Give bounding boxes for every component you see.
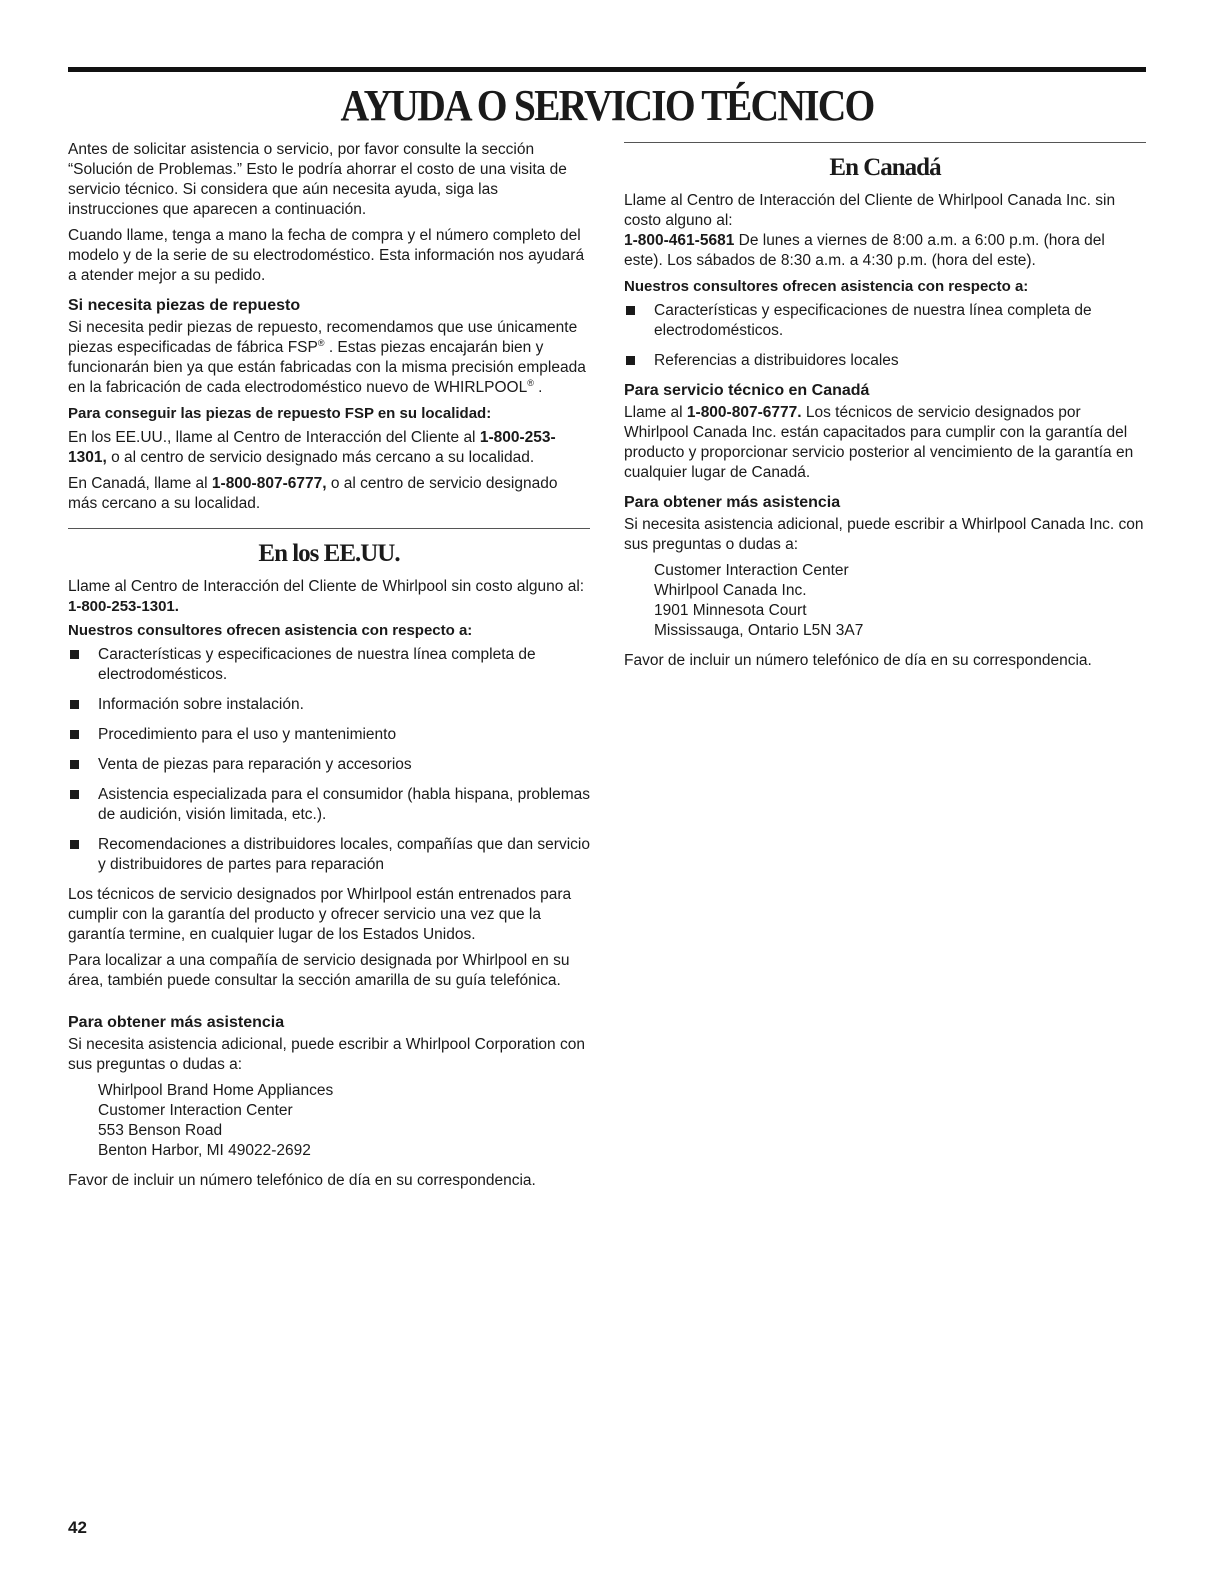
canada-more-help-heading: Para obtener más asistencia xyxy=(624,494,841,511)
usa-locate-paragraph: Para localizar a una compañía de servicio designada por Whirlpool en su área, también puede consultar la sección amarilla de su guía telefónica. xyxy=(68,952,570,989)
canada-parts-paragraph: En Canadá, llame al 1-800-807-6777, o al centro de servicio designado más cercano a su localidad. xyxy=(68,475,558,512)
intro-paragraph-2: Cuando llame, tenga a mano la fecha de compra y el número completo del modelo y de la serie de su electrodoméstico. Esta información nos ayudará a atender mejor a su pedido. xyxy=(68,227,585,284)
list-item: Recomendaciones a distribuidores locales, compañías que dan servicio y distribuidores de partes para reparación xyxy=(68,835,590,875)
bullet-square-icon xyxy=(70,650,79,659)
usa-consultants-heading: Nuestros consultores ofrecen asistencia con respecto a: xyxy=(68,622,473,639)
mailing-address: Whirlpool Brand Home Appliances Customer Interaction Center 553 Benson Road Benton Harbor, MI 49022-2692 xyxy=(98,1082,334,1159)
parts-heading: Si necesita piezas de repuesto xyxy=(68,297,301,314)
bullet-square-icon xyxy=(70,760,79,769)
usa-parts-paragraph: En los EE.UU., llame al Centro de Interacción del Cliente al 1-800-253-1301, o al centro de servicio designado más cercano a su localidad. xyxy=(68,429,556,466)
more-help-heading: Para obtener más asistencia xyxy=(68,1014,285,1031)
include-phone-note: Favor de incluir un número telefónico de día en su correspondencia. xyxy=(68,1172,536,1189)
canada-service-phone: 1-800-807-6777. xyxy=(686,404,802,421)
usa-phone: 1-800-253-1301. xyxy=(68,598,179,615)
canada-service-heading: Para servicio técnico en Canadá xyxy=(624,382,870,399)
bullet-square-icon xyxy=(626,356,635,365)
list-item: Procedimiento para el uso y mantenimiento xyxy=(68,725,590,745)
list-item: Venta de piezas para reparación y accesorios xyxy=(68,755,590,775)
usa-section-title: En los EE.UU. xyxy=(258,540,400,567)
canada-include-phone-note: Favor de incluir un número telefónico de día en su correspondencia. xyxy=(624,652,1092,669)
list-item: Características y especificaciones de nuestra línea completa de electrodomésticos. xyxy=(68,645,590,685)
canada-section-title: En Canadá xyxy=(829,154,941,181)
parts-paragraph: Si necesita pedir piezas de repuesto, recomendamos que use únicamente piezas especificadas de fábrica FSP® . Estas piezas encajarán bien y funcionarán bien ya que están fabricadas con la misma precisión empleada en la fabricación de cada electrodoméstico nuevo de WHIRLPOOL® . xyxy=(68,319,586,396)
bullet-square-icon xyxy=(70,840,79,849)
fsp-heading: Para conseguir las piezas de repuesto FSP en su localidad: xyxy=(68,405,492,422)
canada-bullet-list xyxy=(624,301,1146,371)
usa-bullet-list xyxy=(68,645,590,875)
canada-parts-phone: 1-800-807-6777, xyxy=(211,475,327,492)
bullet-square-icon xyxy=(70,790,79,799)
top-rule xyxy=(68,67,1146,72)
list-item: Información sobre instalación. xyxy=(68,695,590,715)
usa-call-text: Llame al Centro de Interacción del Cliente de Whirlpool sin costo alguno al: xyxy=(68,578,585,595)
canada-more-help-text: Si necesita asistencia adicional, puede escribir a Whirlpool Canada Inc. con sus preguntas o dudas a: xyxy=(624,516,1144,553)
section-divider xyxy=(68,528,590,529)
list-item: Asistencia especializada para el consumidor (habla hispana, problemas de audición, visión limitada, etc.). xyxy=(68,785,590,825)
canada-hours: 1-800-461-5681 De lunes a viernes de 8:00 a.m. a 6:00 p.m. (hora del este). Los sábados de 8:30 a.m. a 4:30 p.m. (hora del este). xyxy=(624,232,1105,269)
list-item: Características y especificaciones de nuestra línea completa de electrodomésticos. xyxy=(624,301,1146,341)
canada-consultants-heading: Nuestros consultores ofrecen asistencia con respecto a: xyxy=(624,278,1029,295)
canada-phone: 1-800-461-5681 xyxy=(624,232,735,249)
bullet-square-icon xyxy=(626,306,635,315)
usa-techs-paragraph: Los técnicos de servicio designados por Whirlpool están entrenados para cumplir con la garantía del producto y ofrecer servicio una vez que la garantía termine, en cualquier lugar de los Estados Unidos. xyxy=(68,886,572,943)
canada-call-text: Llame al Centro de Interacción del Cliente de Whirlpool Canada Inc. sin costo alguno al: xyxy=(624,192,1116,229)
usa-parts-phone: 1-800-253-1301, xyxy=(68,429,556,466)
canada-mailing-address: Customer Interaction Center Whirlpool Canada Inc. 1901 Minnesota Court Mississauga, Ontario L5N 3A7 xyxy=(654,562,864,639)
page-number: 42 xyxy=(68,1518,87,1537)
list-item: Referencias a distribuidores locales xyxy=(624,351,1146,371)
bullet-square-icon xyxy=(70,700,79,709)
left-column xyxy=(68,140,590,1197)
bullet-square-icon xyxy=(70,730,79,739)
right-column xyxy=(624,140,1146,677)
more-help-text: Si necesita asistencia adicional, puede escribir a Whirlpool Corporation con sus preguntas o dudas a: xyxy=(68,1036,585,1073)
page-title: AYUDA O SERVICIO TÉCNICO xyxy=(340,81,874,130)
section-divider xyxy=(624,142,1146,143)
canada-service-paragraph: Llame al 1-800-807-6777. Los técnicos de servicio designados por Whirlpool Canada Inc. están capacitados para cumplir con la garantía del producto y proporcionar servicio posterior al vencimiento de la garantía en cualquier lugar de Canadá. xyxy=(624,404,1134,481)
intro-paragraph: Antes de solicitar asistencia o servicio, por favor consulte la sección “Solución de Problemas.” Esto le podría ahorrar el costo de una visita de servicio técnico. Si considera que aún necesita ayuda, siga las instrucciones que aparecen a continuación. xyxy=(68,141,567,218)
